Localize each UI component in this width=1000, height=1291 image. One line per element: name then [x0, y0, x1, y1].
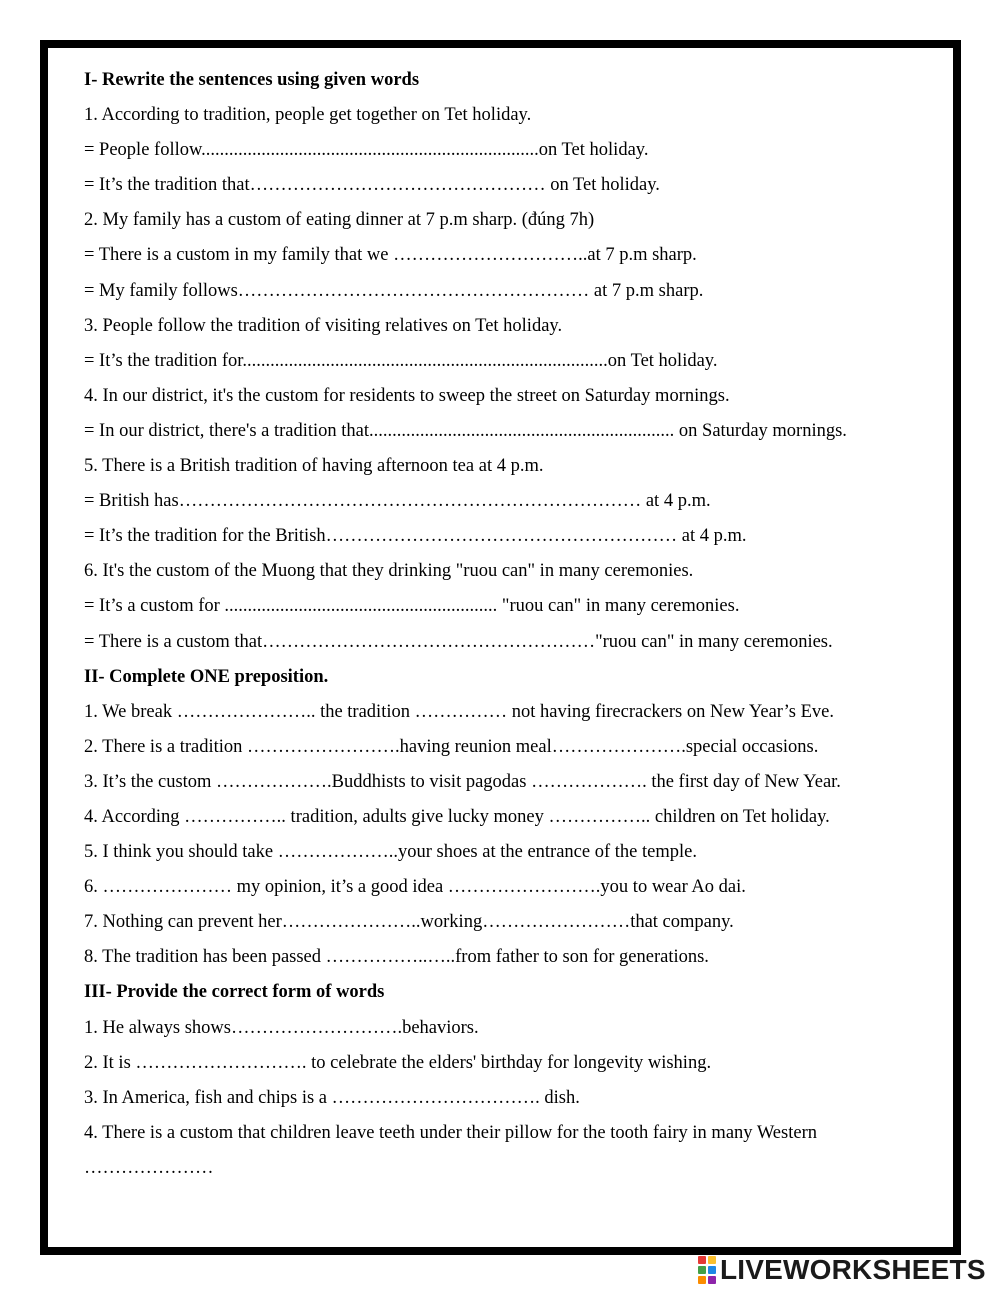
logo-blocks-icon	[698, 1256, 716, 1284]
section-3-line: 3. In America, fish and chips is a ……………………………. dish.	[84, 1087, 580, 1108]
logo-block	[708, 1266, 716, 1274]
logo-block	[708, 1256, 716, 1264]
section-1-line: 3. People follow the tradition of visiting relatives on Tet holiday.	[84, 315, 563, 336]
section-1-line: 2. My family has a custom of eating dinner at 7 p.m sharp. (đúng 7h)	[84, 210, 595, 231]
section-1-line: = In our district, there's a tradition that.................................................................. on Saturday mornings.	[84, 420, 847, 441]
section-1-line: 1. According to tradition, people get together on Tet holiday.	[84, 105, 532, 126]
section-1-line: = It’s the tradition for the British………………………………………………… at 4 p.m.	[84, 526, 747, 547]
section-2-line: 7. Nothing can prevent her…………………..working……………………that company.	[84, 912, 734, 933]
section-1-line: = My family follows………………………………………………… at 7 p.m sharp.	[84, 280, 704, 301]
section-2-line: 2. There is a tradition …………………….having reunion meal………………….special occasions.	[84, 736, 819, 757]
section-3-line: …………………	[84, 1157, 214, 1178]
section-1-line: = There is a custom that………………………………………………"ruou can" in many ceremonies.	[84, 631, 833, 652]
logo-block	[698, 1276, 706, 1284]
section-1-line: = People follow.........................................................................on Tet holiday.	[84, 140, 649, 161]
section-1-line: = It’s the tradition that………………………………………… on Tet holiday.	[84, 175, 660, 196]
section-2-line: 5. I think you should take ………………..your shoes at the entrance of the temple.	[84, 842, 697, 863]
logo-block	[698, 1266, 706, 1274]
worksheet-frame	[40, 40, 961, 1255]
section-2-line: 8. The tradition has been passed ……………..…..from father to son for generations.	[84, 947, 709, 968]
logo-block	[708, 1276, 716, 1284]
section-1-heading: I- Rewrite the sentences using given words	[84, 70, 420, 90]
section-2-line: 1. We break ………………….. the tradition …………… not having firecrackers on New Year’s Eve.	[84, 701, 834, 722]
section-3-line: 1. He always shows……………………….behaviors.	[84, 1017, 479, 1038]
section-1-line: = It’s a custom for ........................................................... "ruou can" in many ceremonies.	[84, 596, 740, 617]
section-2-line: 4. According …………….. tradition, adults give lucky money …………….. children on Tet holiday.	[84, 806, 830, 827]
brand-name: LIVEWORKSHEETS	[720, 1254, 986, 1285]
section-1-line: = It’s the tradition for...............................................................................on Tet holiday.	[84, 350, 718, 371]
liveworksheets-logo	[698, 1255, 986, 1285]
worksheet-content	[84, 63, 944, 1186]
section-3-line: 2. It is ………………………. to celebrate the elders' birthday for longevity wishing.	[84, 1052, 712, 1073]
section-1-line: 5. There is a British tradition of having afternoon tea at 4 p.m.	[84, 456, 544, 477]
logo-block	[698, 1256, 706, 1264]
section-3-heading: III- Provide the correct form of words	[84, 982, 385, 1003]
section-2-heading: II- Complete ONE preposition.	[84, 666, 329, 687]
section-1-line: 6. It's the custom of the Muong that they drinking "ruou can" in many ceremonies.	[84, 561, 694, 582]
section-1-line: = There is a custom in my family that we …………………………..at 7 p.m sharp.	[84, 245, 697, 266]
section-2-line: 6. ………………… my opinion, it’s a good idea …………………….you to wear Ao dai.	[84, 877, 746, 898]
section-3-line: 4. There is a custom that children leave teeth under their pillow for the tooth fairy in many Western	[84, 1122, 817, 1143]
section-1-line: = British has………………………………………………………………… at 4 p.m.	[84, 491, 711, 512]
section-2-line: 3. It’s the custom ……………….Buddhists to visit pagodas ………………. the first day of New Year.	[84, 771, 841, 792]
section-1-line: 4. In our district, it's the custom for residents to sweep the street on Saturday mornings.	[84, 385, 730, 406]
